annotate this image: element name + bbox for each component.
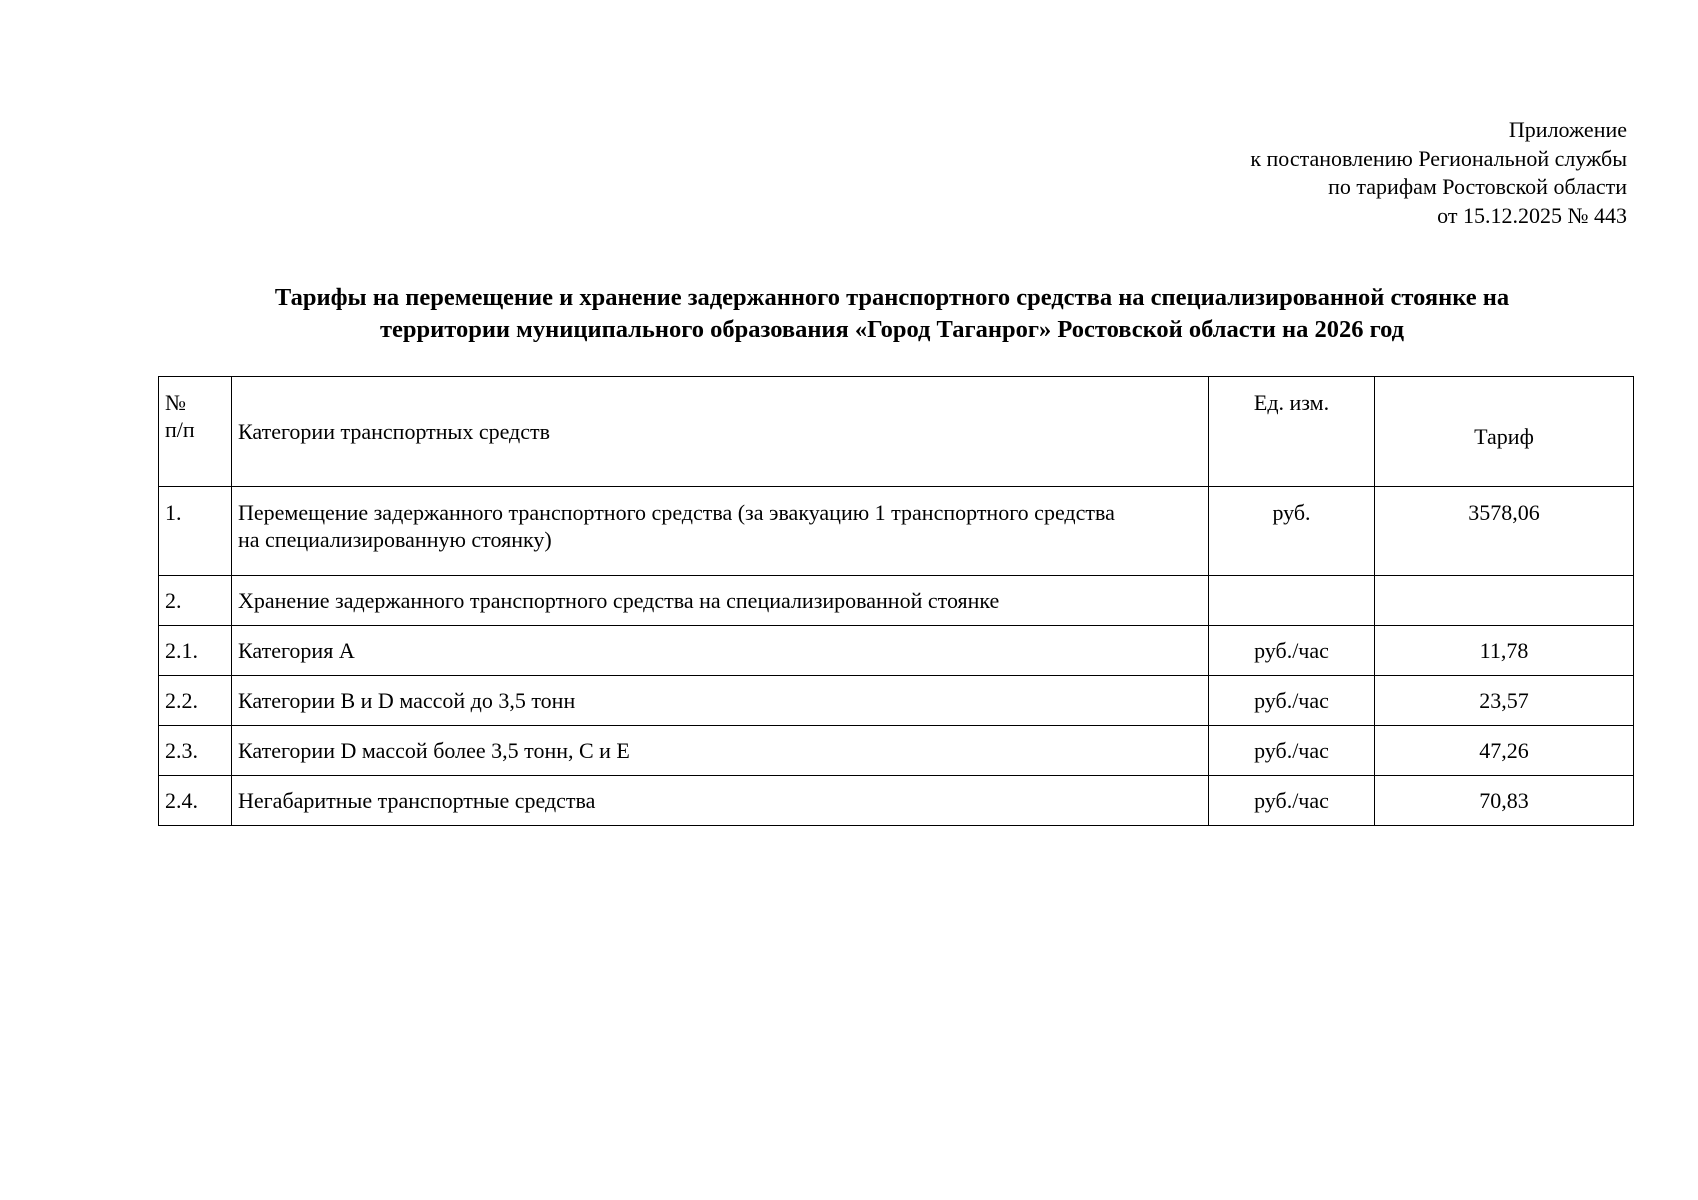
appendix-header bbox=[1250, 116, 1627, 230]
row-category-line-1: Перемещение задержанного транспортного средства (за эвакуацию 1 транспортного средства bbox=[238, 500, 1115, 525]
table-row bbox=[159, 726, 1634, 776]
appendix-line-4: от 15.12.2025 № 443 bbox=[1437, 202, 1627, 228]
table-row bbox=[159, 776, 1634, 826]
table-header-row bbox=[159, 377, 1634, 487]
row-number: 2. bbox=[159, 576, 232, 626]
row-number: 2.1. bbox=[159, 626, 232, 676]
row-tariff: 47,26 bbox=[1375, 726, 1634, 776]
table-row bbox=[159, 487, 1634, 576]
appendix-line-1: Приложение bbox=[1508, 117, 1627, 142]
row-unit: руб./час bbox=[1209, 626, 1375, 676]
row-unit: руб./час bbox=[1209, 776, 1375, 826]
row-category: Категории В и D массой до 3,5 тонн bbox=[232, 676, 1209, 726]
row-unit: руб. bbox=[1209, 487, 1375, 576]
row-tariff: 11,78 bbox=[1375, 626, 1634, 676]
header-tariff: Тариф bbox=[1375, 377, 1634, 487]
header-unit: Ед. изм. bbox=[1209, 377, 1375, 487]
header-category: Категории транспортных средств bbox=[232, 377, 1209, 487]
row-tariff: 3578,06 bbox=[1375, 487, 1634, 576]
row-tariff: 70,83 bbox=[1375, 776, 1634, 826]
tariff-table bbox=[158, 376, 1634, 826]
row-number: 1. bbox=[159, 487, 232, 576]
row-category: Категория А bbox=[232, 626, 1209, 676]
row-unit: руб./час bbox=[1209, 726, 1375, 776]
row-category bbox=[232, 487, 1209, 576]
row-tariff bbox=[1375, 576, 1634, 626]
table-row bbox=[159, 626, 1634, 676]
header-number bbox=[159, 377, 232, 487]
row-unit: руб./час bbox=[1209, 676, 1375, 726]
row-number: 2.2. bbox=[159, 676, 232, 726]
row-number: 2.4. bbox=[159, 776, 232, 826]
title-line-2: территории муниципального образования «Город Таганрог» Ростовской области на 2026 год bbox=[379, 316, 1405, 343]
row-unit bbox=[1209, 576, 1375, 626]
row-category: Хранение задержанного транспортного средства на специализированной стоянке bbox=[232, 576, 1209, 626]
title-line-1: Тарифы на перемещение и хранение задержанного транспортного средства на специализированной стоянке на bbox=[274, 284, 1510, 311]
appendix-line-3: по тарифам Ростовской области bbox=[1328, 174, 1627, 199]
row-category: Негабаритные транспортные средства bbox=[232, 776, 1209, 826]
document-title bbox=[150, 282, 1634, 346]
row-category: Категории D массой более 3,5 тонн, С и Е bbox=[232, 726, 1209, 776]
row-tariff: 23,57 bbox=[1375, 676, 1634, 726]
table-row bbox=[159, 676, 1634, 726]
appendix-line-2: к постановлению Региональной службы bbox=[1250, 145, 1627, 171]
table-row bbox=[159, 576, 1634, 626]
header-number-pp: п/п bbox=[165, 417, 195, 442]
row-category-line-2: на специализированную стоянку) bbox=[238, 527, 552, 552]
header-number-sign: № bbox=[165, 390, 186, 415]
row-number: 2.3. bbox=[159, 726, 232, 776]
